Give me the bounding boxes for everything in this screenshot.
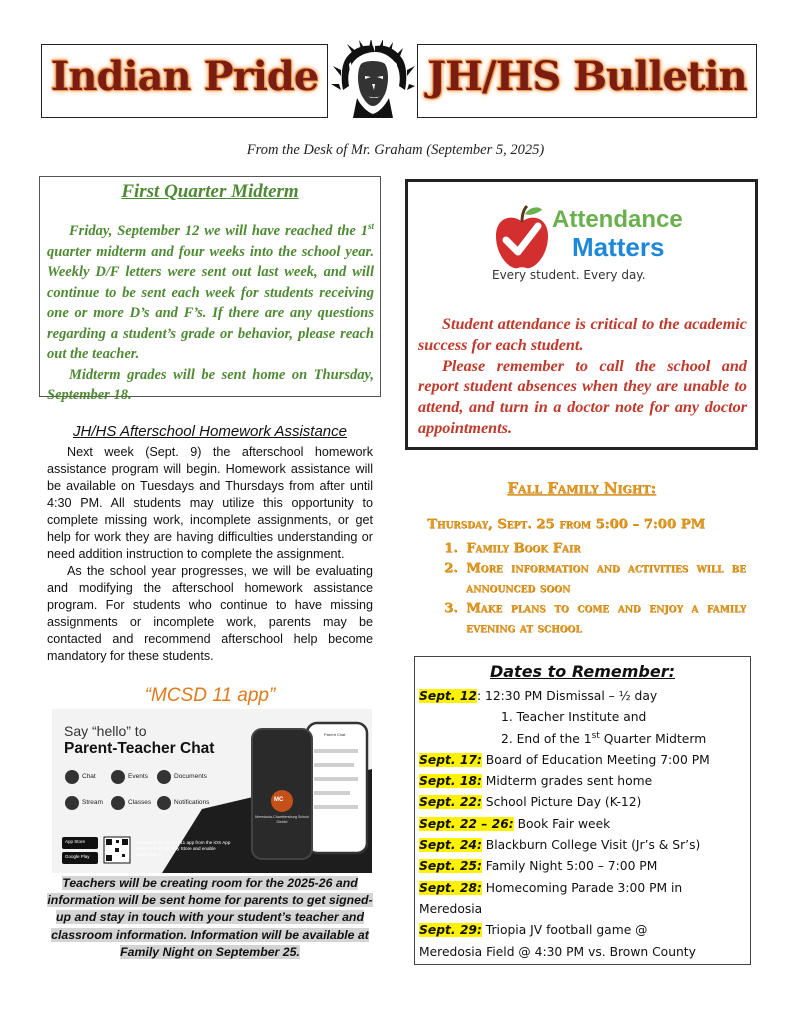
- date-line: 1. Teacher Institute and: [501, 710, 647, 725]
- date-text: Quarter Midterm: [599, 731, 707, 746]
- date-label: Sept. 24:: [419, 838, 482, 853]
- header-banner: [41, 44, 757, 118]
- list-item: [444, 559, 746, 599]
- date-text: Family Night 5:00 – 7:00 PM: [481, 859, 658, 874]
- app-caption: [44, 875, 376, 961]
- app-caption-text: Teachers will be creating room for the 2025-26 and information will be sent home for parents to get signed-up and stay in touch with your student’s teacher and classroom information. Information will be available at Family Night on September 25.: [47, 876, 373, 959]
- date-label: Sept. 22 – 26:: [419, 816, 514, 831]
- date-line: [419, 686, 748, 707]
- header-left-box: [41, 44, 328, 118]
- indian-chief-logo-icon: [331, 40, 415, 122]
- homework-paragraph-2: As the school year progresses, we will be evaluating and modifying the afterschool homework assistance program. For students who continue to have missing assignments or incomplete work, parents may be contacted and recommend afterschool help become mandatory for these students.: [47, 564, 373, 663]
- midterm-paragraph-2: Midterm grades will be sent home on Thursday, September 18.: [47, 366, 374, 403]
- stream-icon: [65, 796, 79, 810]
- midterm-p1-part-a: Friday, September 12 we will have reached the 1: [69, 223, 368, 239]
- date-text: Blackburn College Visit (Jr’s & Sr’s): [481, 838, 701, 853]
- date-label: Sept. 25:: [419, 859, 482, 874]
- date-line: Meredosia: [419, 901, 483, 916]
- phone-badge: MC: [274, 797, 284, 803]
- feature-events: Events: [128, 773, 148, 780]
- app-hello-text: Say “hello” to: [64, 723, 147, 739]
- attendance-paragraph-2: Please remember to call the school and report student absences when they are unable to attend, and turn in a doctor note for any doctor appointments.: [418, 356, 747, 437]
- header-left-title: Indian Pride: [50, 53, 319, 100]
- app-store-label: App Store: [65, 839, 86, 844]
- from-desk-line: From the Desk of Mr. Graham (September 5, 2025): [246, 142, 545, 158]
- date-text: Homecoming Parade 3:00 PM in: [481, 880, 683, 895]
- dates-section: [414, 656, 751, 965]
- date-line: [419, 729, 748, 750]
- date-line: [419, 920, 748, 941]
- list-item-text: Family Book Fair: [466, 541, 581, 556]
- homework-body: [47, 444, 373, 665]
- list-item-number: 1.: [444, 541, 458, 556]
- date-text: : 12:30 PM Dismissal – ½ day: [476, 689, 658, 703]
- apple-check-icon: [492, 204, 552, 274]
- date-line: [419, 792, 748, 813]
- list-item: [444, 539, 746, 559]
- midterm-body: [47, 221, 374, 406]
- list-item-number: 3.: [444, 601, 458, 616]
- qr-code-icon: [104, 837, 130, 863]
- attendance-paragraph-1: Student attendance is critical to the academic success for each student.: [418, 315, 747, 354]
- classes-icon: [111, 796, 125, 810]
- attendance-section: [405, 179, 758, 450]
- date-label: Sept. 22:: [419, 795, 482, 810]
- date-line: Meredosia Field @ 4:30 PM vs. Brown County: [419, 944, 696, 959]
- date-text: Midterm grades sent home: [481, 774, 653, 789]
- date-line: [419, 750, 748, 771]
- phone-header: Parent Chat: [324, 732, 346, 737]
- date-sup: st: [591, 730, 600, 741]
- date-label: Sept. 28:: [419, 880, 482, 895]
- app-download-text: Download the MCSD-11 app from the iOS App Store or Android Play Store and enable Notifications.: [136, 840, 231, 857]
- header-right-title: JH/HS Bulletin: [427, 53, 747, 100]
- midterm-section: [39, 176, 381, 403]
- date-label: Sept. 12: [419, 689, 477, 703]
- date-text: Triopia JV football game @: [481, 923, 648, 938]
- dates-title: Dates to Remember:: [489, 662, 676, 681]
- list-item-text: More information and activities will be announced soon: [466, 561, 746, 596]
- date-line: [419, 771, 748, 792]
- midterm-title: First Quarter Midterm: [121, 181, 299, 202]
- date-line: [419, 878, 748, 899]
- family-night-list: [444, 539, 746, 639]
- list-item-text: Make plans to come and enjoy a family evening at school: [466, 601, 746, 636]
- attendance-body: [418, 314, 747, 439]
- date-text: Book Fair week: [513, 816, 611, 831]
- date-line: [419, 835, 748, 856]
- list-item-number: 2.: [444, 561, 458, 576]
- feature-notifications: Notifications: [174, 799, 210, 806]
- google-play-label: Google Play: [65, 854, 90, 859]
- chat-icon: [65, 770, 79, 784]
- list-item: [444, 599, 746, 639]
- dates-list: [419, 686, 748, 963]
- date-label: Sept. 17:: [419, 752, 482, 767]
- homework-title: JH/HS Afterschool Homework Assistance: [73, 423, 347, 440]
- date-text: Board of Education Meeting 7:00 PM: [481, 752, 710, 767]
- feature-stream: Stream: [82, 799, 103, 806]
- family-night-title: Fall Family Night:: [507, 479, 656, 497]
- date-text: 2. End of the 1: [501, 731, 592, 746]
- feature-chat: Chat: [82, 773, 96, 780]
- midterm-paragraph-1: [47, 221, 374, 365]
- date-label: Sept. 29:: [419, 923, 482, 938]
- app-title: “MCSD 11 app”: [144, 685, 276, 706]
- attendance-matters-logo: [492, 202, 682, 288]
- logo-tagline: Every student. Every day.: [492, 268, 646, 282]
- phone-caption: Meredosia-Chambersburg School District: [255, 815, 309, 824]
- notifications-icon: [157, 796, 171, 810]
- events-icon: [111, 770, 125, 784]
- date-line: [419, 814, 748, 835]
- feature-documents: Documents: [174, 773, 207, 780]
- app-headline: Parent-Teacher Chat: [64, 740, 215, 757]
- family-night-when: Thursday, Sept. 25 from 5:00 – 7:00 PM: [427, 517, 705, 532]
- logo-word-matters: Matters: [572, 232, 665, 262]
- midterm-p1-sup: st: [367, 221, 374, 232]
- midterm-p1-part-b: quarter midterm and four weeks into the school year. Weekly D/F letters were sent out last week, and will continue to be sent each week for students receiving one or more D’s and F’s. If there are any questions regarding a student’s grade or behavior, please reach out the teacher.: [47, 243, 374, 362]
- header-right-box: [417, 44, 757, 118]
- documents-icon: [157, 770, 171, 784]
- date-line: [419, 856, 748, 877]
- date-label: Sept. 18:: [419, 774, 482, 789]
- logo-word-attendance: Attendance: [552, 206, 683, 233]
- homework-paragraph-1: Next week (Sept. 9) the afterschool homework assistance program will begin. Homework assistance will be available on Tuesdays and Thursdays from after until 4:30 PM. All students may utilize this opportunity to complete missing work, incomplete assignments, or get help for work they are having difficulties understanding or need addition instruction to complete the assignment.: [47, 445, 373, 561]
- app-promo-image: [52, 709, 372, 873]
- date-text: School Picture Day (K-12): [481, 795, 642, 810]
- feature-classes: Classes: [128, 799, 152, 806]
